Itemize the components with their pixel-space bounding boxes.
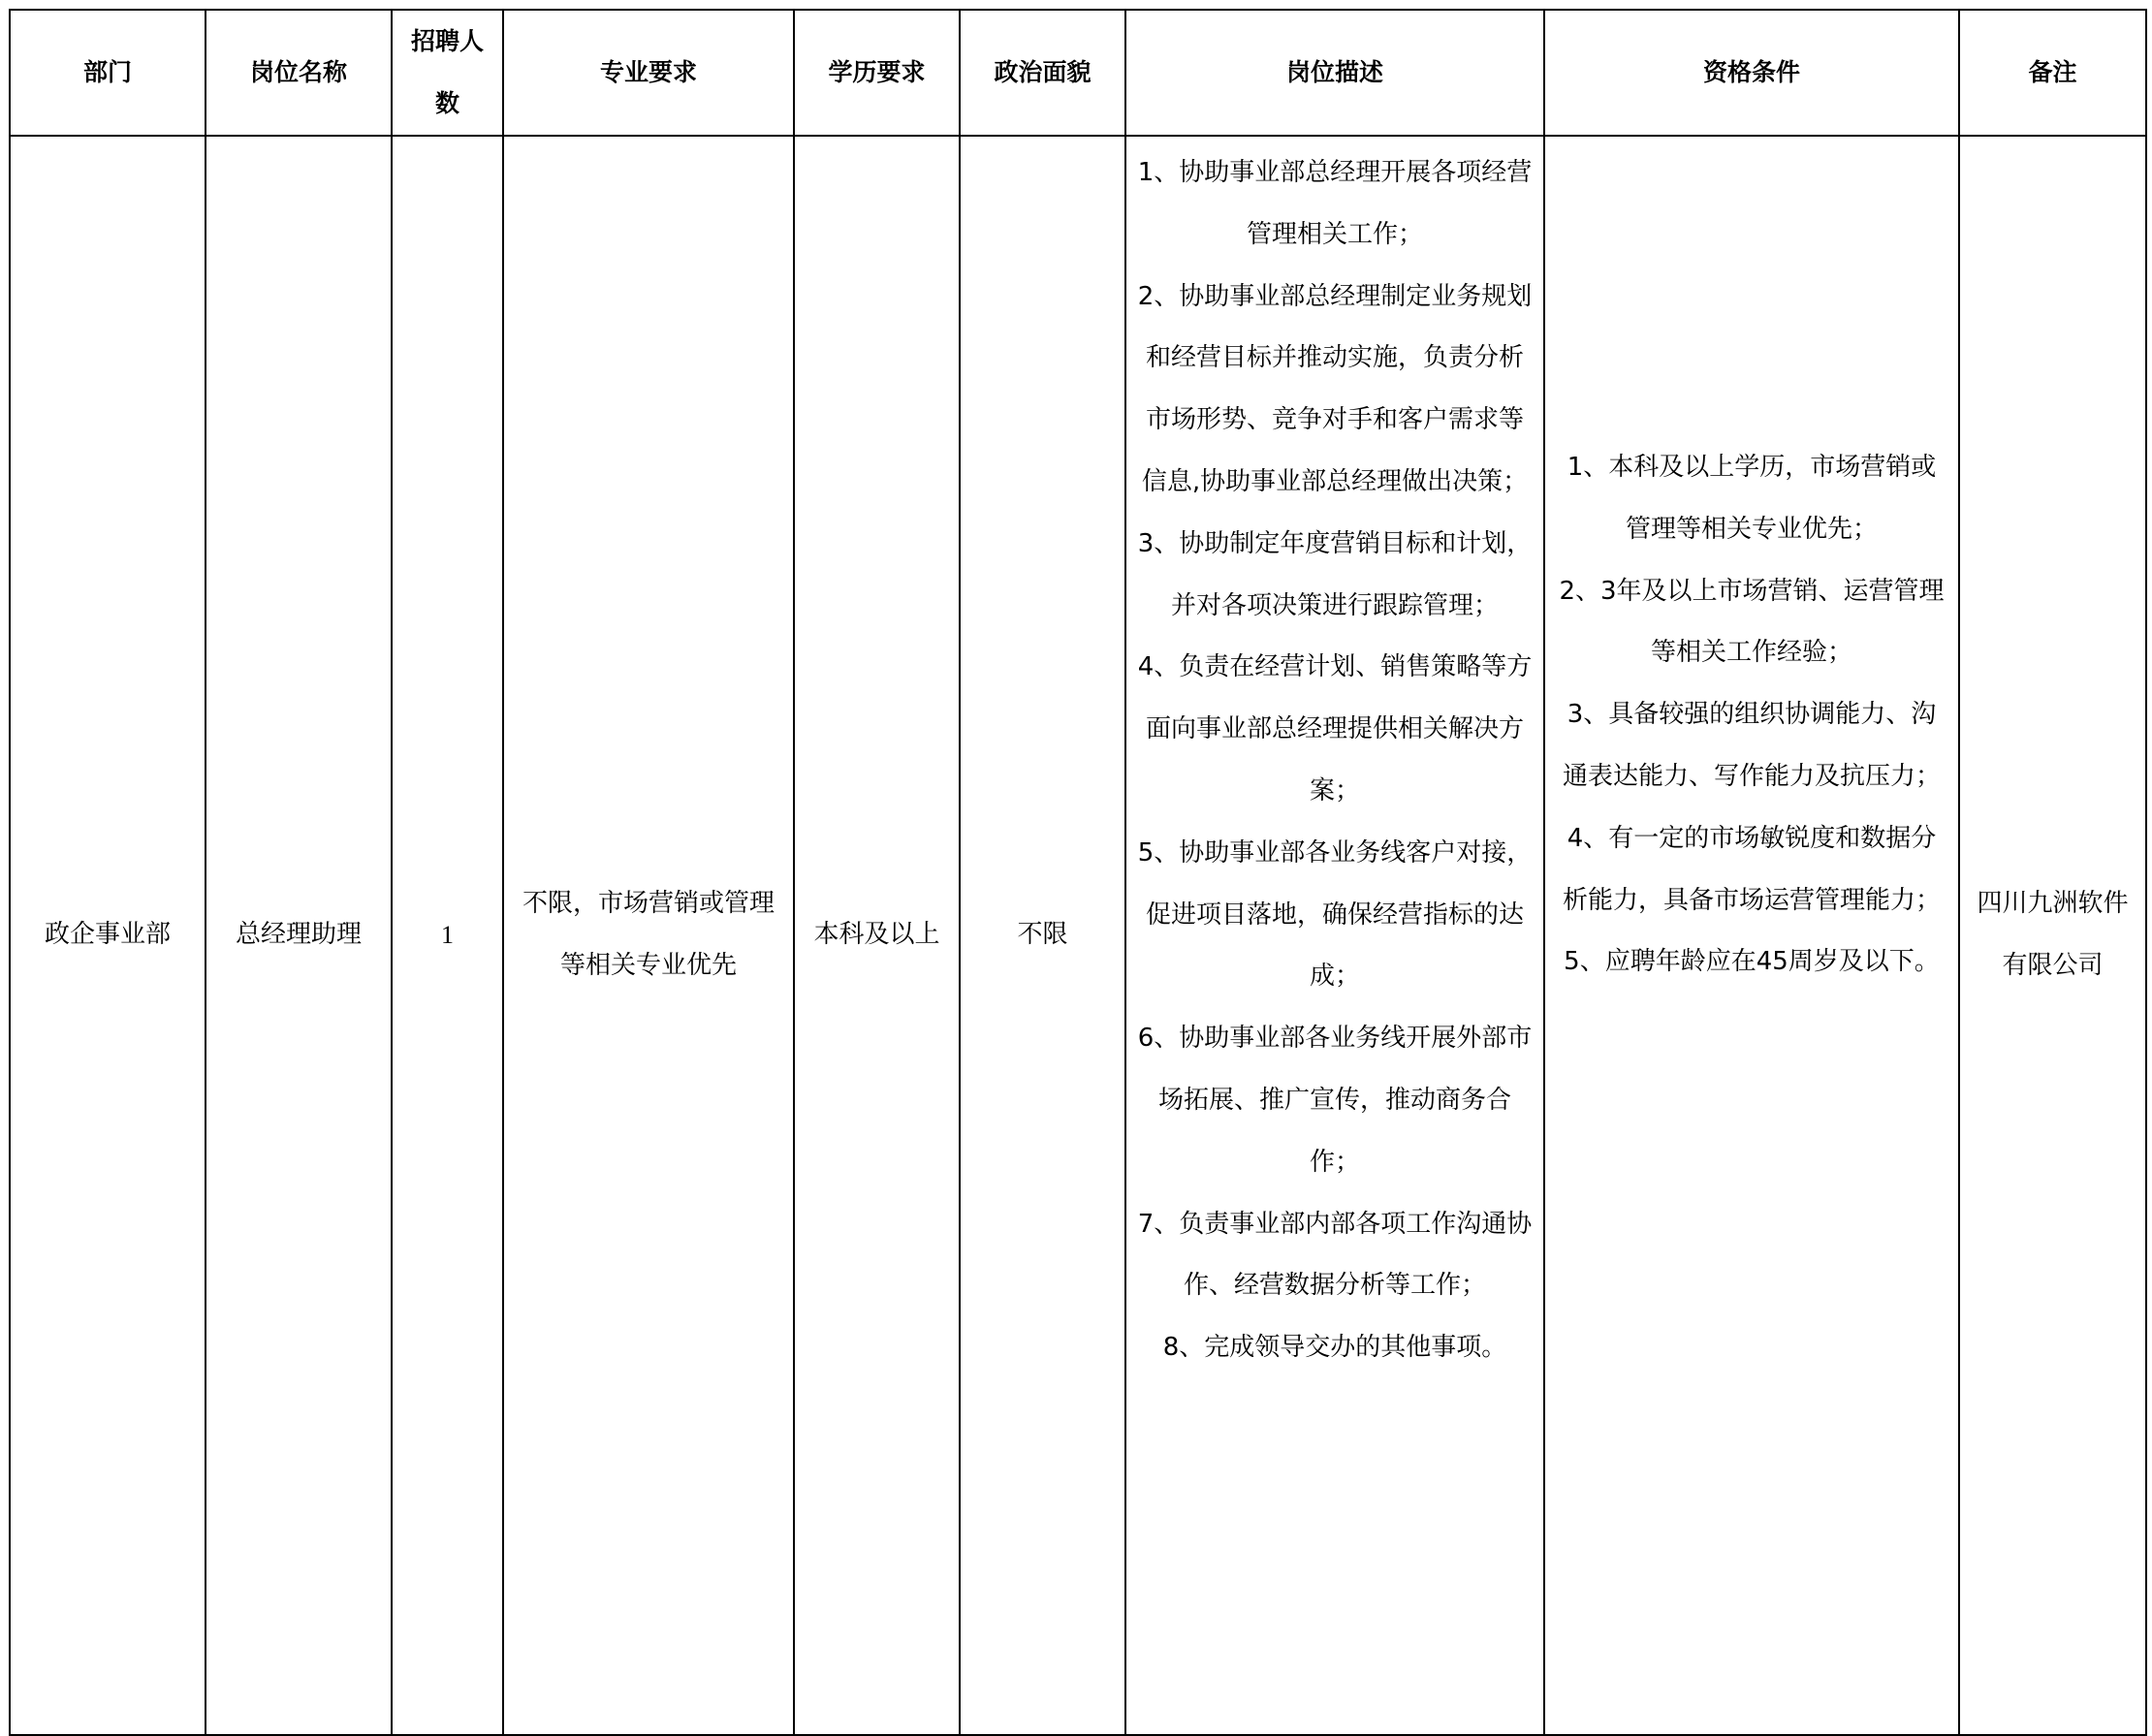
header-headcount-line2: 数	[434, 89, 459, 117]
job-description-item: 8、完成领导交办的其他事项。	[1162, 1333, 1507, 1363]
header-row	[10, 10, 2146, 136]
table-row	[10, 136, 2146, 1735]
job-description-item: 1、协助事业部总经理开展各项经营管理相关工作；	[1137, 158, 1533, 249]
header-department: 部门	[10, 10, 206, 136]
qualification-item: 1、本科及以上学历，市场营销或管理等相关专业优先；	[1567, 453, 1937, 544]
job-description-item: 6、协助事业部各业务线开展外部市场拓展、推广宣传，推动商务合作；	[1137, 1024, 1533, 1177]
qualification-item: 4、有一定的市场敏锐度和数据分析能力，具备市场运营管理能力；	[1562, 823, 1941, 915]
cell-job-description	[1125, 136, 1544, 1735]
cell-education: 本科及以上	[794, 136, 960, 1735]
header-job-description: 岗位描述	[1125, 10, 1544, 136]
qualification-item: 5、应聘年龄应在45周岁及以下。	[1564, 947, 1940, 977]
qualification-item: 3、具备较强的组织协调能力、沟通表达能力、写作能力及抗压力；	[1562, 700, 1941, 791]
cell-major-line1: 不限，市场营销或管理	[522, 889, 775, 919]
cell-political-status: 不限	[960, 136, 1125, 1735]
recruitment-table	[9, 9, 2147, 1736]
header-qualifications: 资格条件	[1544, 10, 1959, 136]
job-description-item: 3、协助制定年度营销目标和计划，并对各项决策进行跟踪管理；	[1137, 528, 1533, 620]
cell-remarks-line1: 四川九洲软件	[1977, 889, 2129, 919]
job-description-item: 7、负责事业部内部各项工作沟通协作、经营数据分析等工作；	[1137, 1209, 1533, 1301]
job-description-item: 4、负责在经营计划、销售策略等方面向事业部总经理提供相关解决方案；	[1137, 652, 1533, 805]
header-remarks: 备注	[1959, 10, 2146, 136]
qualification-item: 2、3年及以上市场营销、运营管理等相关工作经验；	[1559, 576, 1945, 668]
header-headcount	[392, 10, 503, 136]
cell-remarks-line2: 有限公司	[2002, 951, 2104, 980]
cell-headcount: 1	[392, 136, 503, 1735]
cell-remarks	[1959, 136, 2146, 1735]
cell-qualifications	[1544, 136, 1959, 1735]
header-headcount-line1: 招聘人	[410, 27, 484, 55]
header-position: 岗位名称	[206, 10, 392, 136]
cell-major-line2: 等相关专业优先	[559, 951, 737, 980]
header-education: 学历要求	[794, 10, 960, 136]
cell-position: 总经理助理	[206, 136, 392, 1735]
header-political-status: 政治面貌	[960, 10, 1125, 136]
header-major: 专业要求	[503, 10, 794, 136]
cell-major	[503, 136, 794, 1735]
job-description-item: 2、协助事业部总经理制定业务规划和经营目标并推动实施，负责分析市场形势、竞争对手和客户需求等信息,协助事业部总经理做出决策；	[1137, 281, 1533, 496]
job-description-item: 5、协助事业部各业务线客户对接，促进项目落地，确保经营指标的达成；	[1137, 837, 1533, 992]
cell-department: 政企事业部	[10, 136, 206, 1735]
